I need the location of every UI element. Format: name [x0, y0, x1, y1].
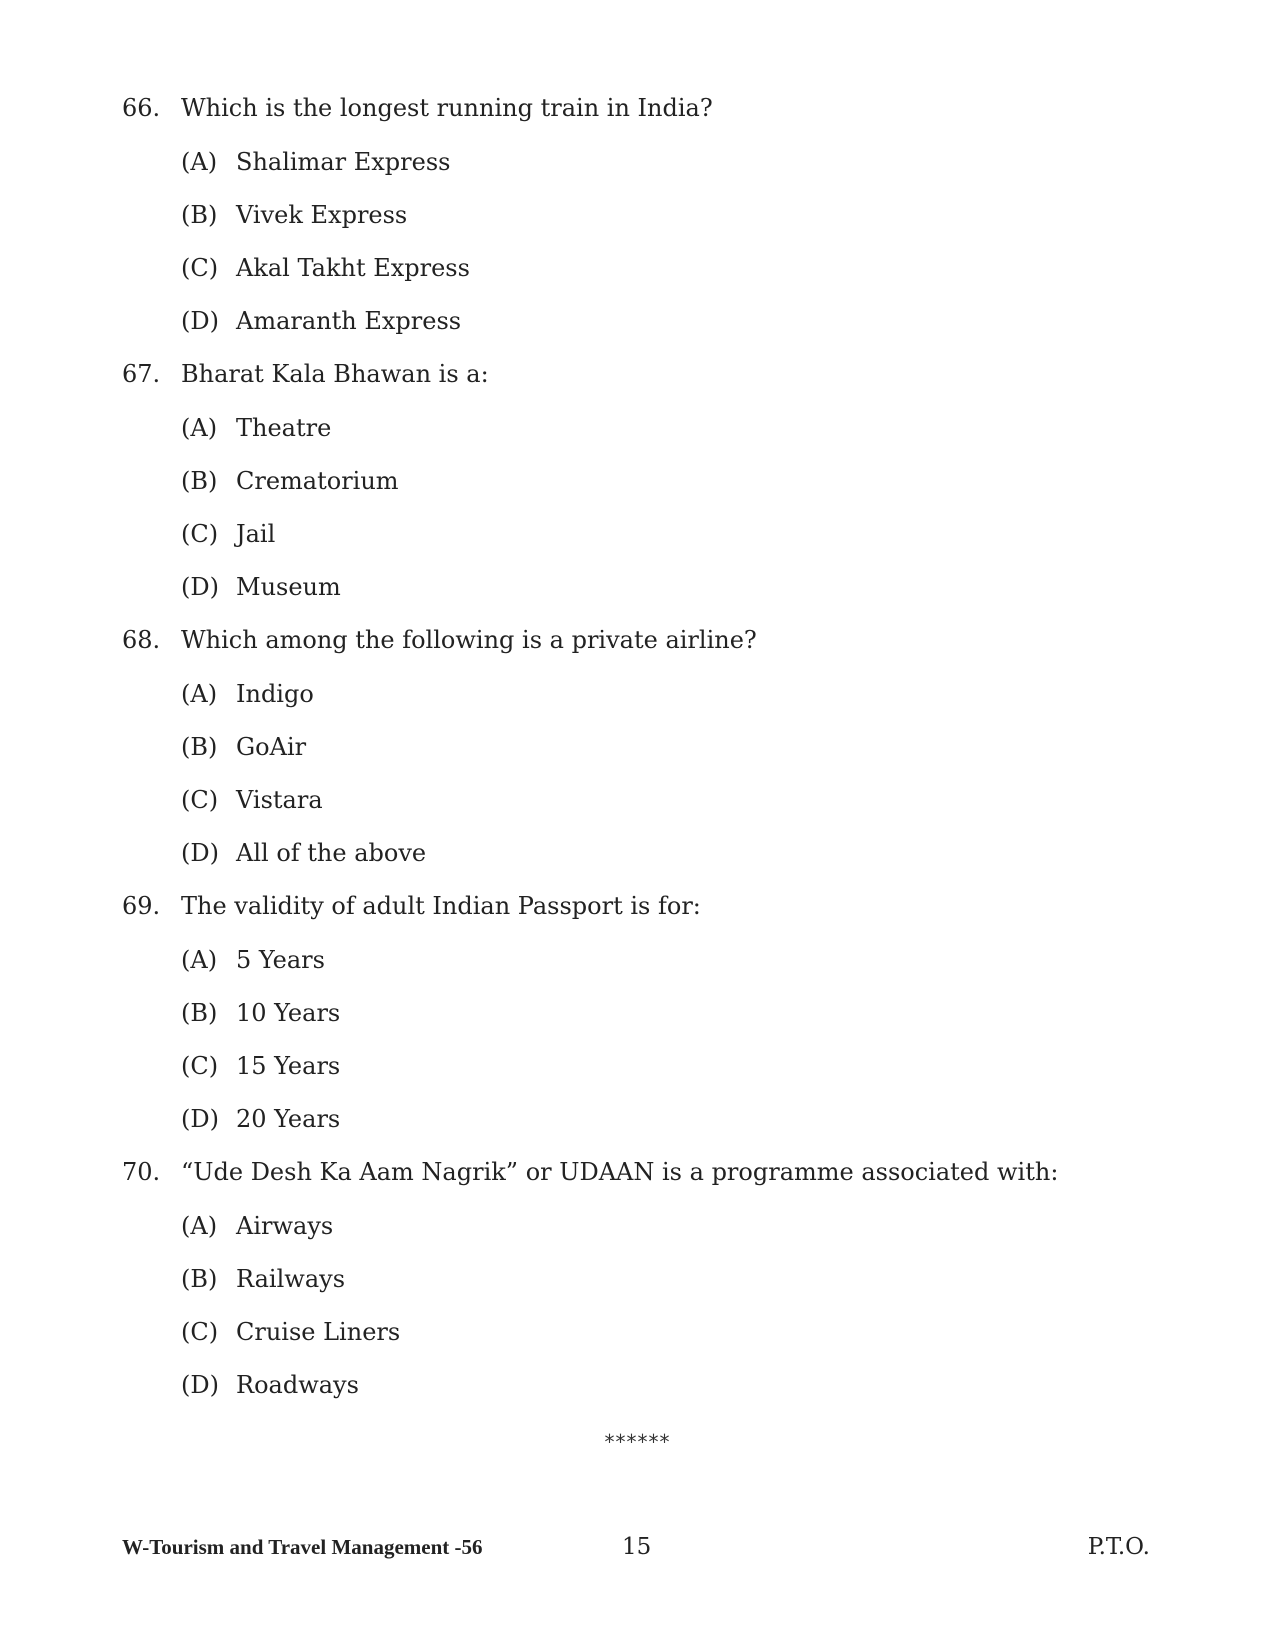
option-letter: (C) [181, 1318, 219, 1346]
option-letter: (D) [181, 1105, 219, 1133]
page-number: 15 [622, 1534, 652, 1560]
option-text: GoAir [236, 733, 307, 761]
option-c [122, 254, 1182, 307]
question-number: 67. [122, 360, 161, 388]
option-letter: (D) [181, 307, 219, 335]
option-d [122, 1371, 1182, 1424]
question-69 [122, 892, 1182, 1158]
option-text: Akal Takht Express [236, 254, 470, 282]
question-67 [122, 360, 1182, 626]
option-c [122, 1052, 1182, 1105]
option-letter: (C) [181, 1052, 219, 1080]
option-letter: (B) [181, 999, 218, 1027]
question-text: Which is the longest running train in India? [181, 94, 713, 122]
option-text: Indigo [236, 680, 314, 708]
option-text: Shalimar Express [236, 148, 451, 176]
option-letter: (C) [181, 786, 219, 814]
option-text: Theatre [236, 414, 332, 442]
option-letter: (C) [181, 520, 219, 548]
option-c [122, 520, 1182, 573]
option-text: Roadways [236, 1371, 359, 1399]
option-a [122, 1212, 1182, 1265]
option-c [122, 786, 1182, 839]
question-68 [122, 626, 1182, 892]
option-d [122, 573, 1182, 626]
option-text: Vistara [236, 786, 323, 814]
option-text: Crematorium [236, 467, 399, 495]
page-footer [122, 1532, 1150, 1564]
option-letter: (D) [181, 1371, 219, 1399]
question-text: The validity of adult Indian Passport is for: [181, 892, 701, 920]
option-d [122, 307, 1182, 360]
option-b [122, 1265, 1182, 1318]
option-letter: (D) [181, 839, 219, 867]
paper-title: W-Tourism and Travel Management -56 [122, 1535, 483, 1559]
option-text: 10 Years [236, 999, 341, 1027]
question-number: 69. [122, 892, 161, 920]
option-letter: (C) [181, 254, 219, 282]
option-text: Airways [236, 1212, 334, 1240]
option-letter: (A) [181, 946, 218, 974]
option-a [122, 680, 1182, 733]
option-a [122, 946, 1182, 999]
option-letter: (A) [181, 414, 218, 442]
option-text: 20 Years [236, 1105, 341, 1133]
option-b [122, 467, 1182, 520]
option-text: All of the above [236, 839, 427, 867]
option-text: Railways [236, 1265, 346, 1293]
option-letter: (D) [181, 573, 219, 601]
option-letter: (B) [181, 201, 218, 229]
question-number: 68. [122, 626, 161, 654]
question-number: 70. [122, 1158, 161, 1186]
option-d [122, 1105, 1182, 1158]
option-text: Amaranth Express [236, 307, 462, 335]
option-b [122, 733, 1182, 786]
option-letter: (A) [181, 148, 218, 176]
option-letter: (B) [181, 733, 218, 761]
option-c [122, 1318, 1182, 1371]
option-b [122, 999, 1182, 1052]
option-letter: (A) [181, 680, 218, 708]
option-text: Jail [236, 520, 276, 548]
question-list [122, 94, 1182, 1424]
option-a [122, 148, 1182, 201]
option-letter: (A) [181, 1212, 218, 1240]
option-d [122, 839, 1182, 892]
question-text: “Ude Desh Ka Aam Nagrik” or UDAAN is a programme associated with: [181, 1158, 1059, 1186]
option-text: 15 Years [236, 1052, 341, 1080]
question-66 [122, 94, 1182, 360]
question-text: Which among the following is a private airline? [181, 626, 757, 654]
end-of-questions-separator: ****** [604, 1430, 671, 1454]
please-turn-over: P.T.O. [1087, 1534, 1150, 1560]
option-letter: (B) [181, 467, 218, 495]
question-text: Bharat Kala Bhawan is a: [181, 360, 489, 388]
option-letter: (B) [181, 1265, 218, 1293]
option-text: 5 Years [236, 946, 325, 974]
option-text: Museum [236, 573, 341, 601]
option-a [122, 414, 1182, 467]
option-b [122, 201, 1182, 254]
question-70 [122, 1158, 1182, 1424]
option-text: Vivek Express [236, 201, 408, 229]
question-number: 66. [122, 94, 161, 122]
option-text: Cruise Liners [236, 1318, 401, 1346]
